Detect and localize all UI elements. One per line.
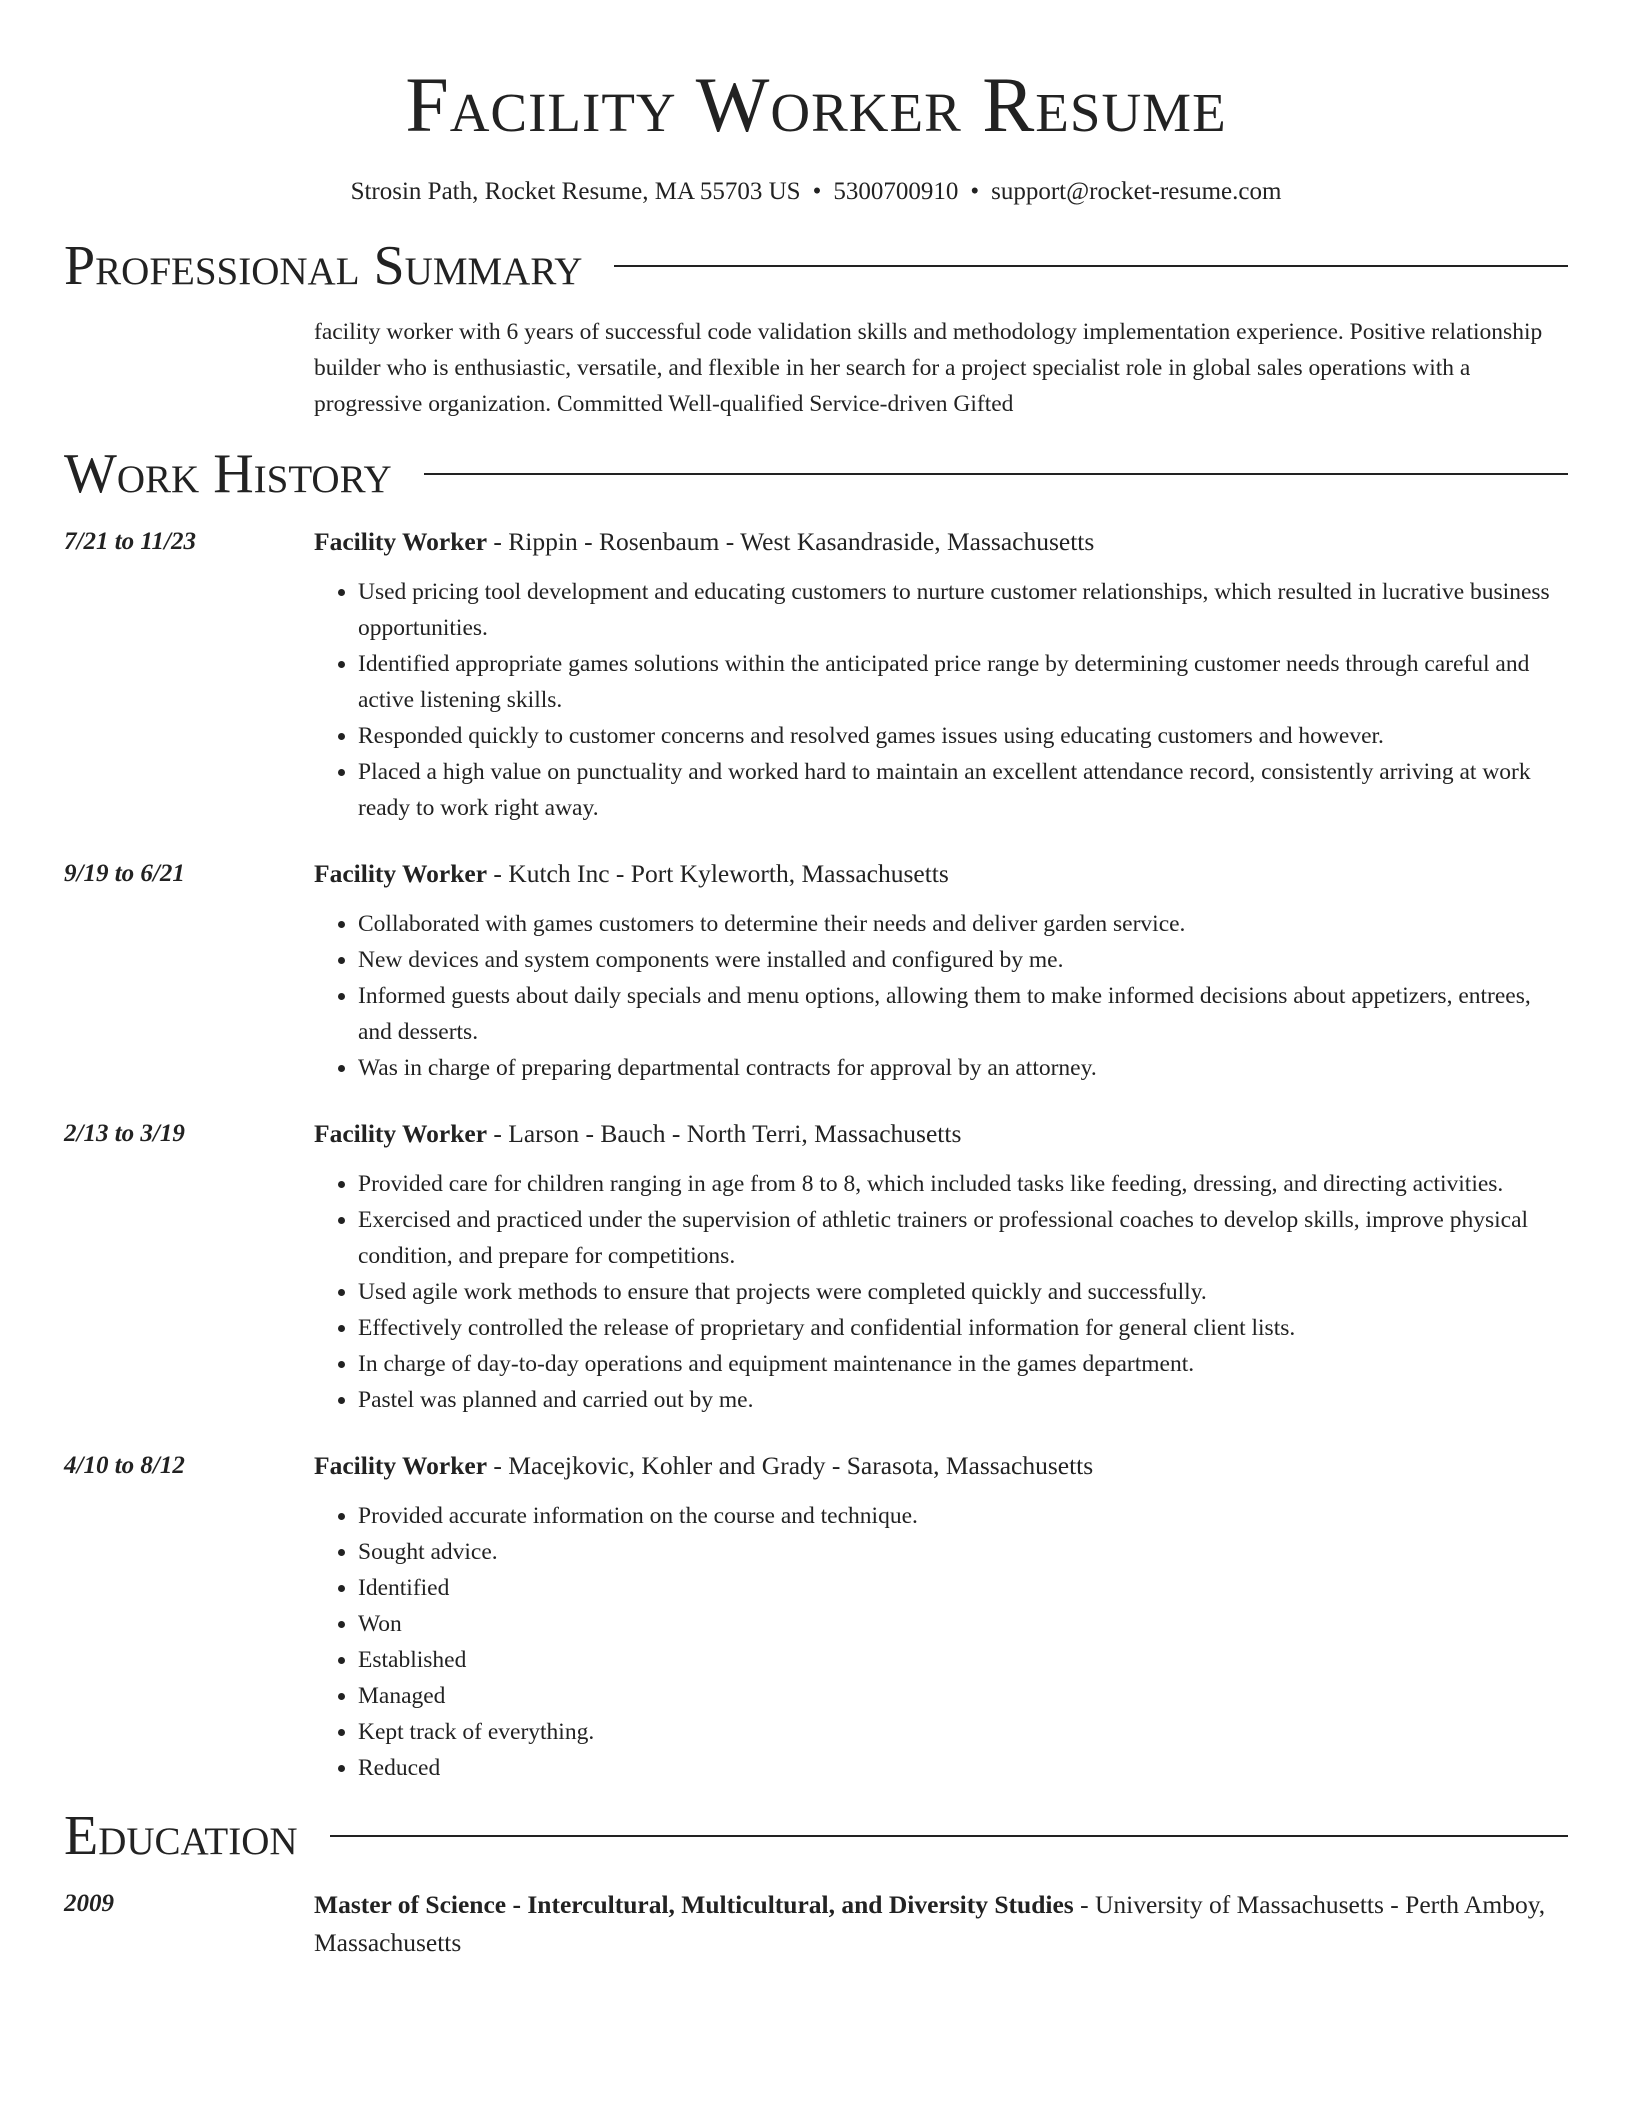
job-employer: - Kutch Inc - Port Kyleworth, Massachusetts — [487, 859, 949, 888]
job-entry — [64, 1116, 1568, 1418]
education-section-header — [64, 1806, 1568, 1866]
job-entry — [64, 524, 1568, 826]
job-heading — [314, 1448, 1568, 1484]
job-title: Facility Worker — [314, 859, 488, 888]
job-entry — [64, 1448, 1568, 1786]
job-employer: - Rippin - Rosenbaum - West Kasandraside, Massachusetts — [487, 527, 1095, 556]
contact-email: support@rocket-resume.com — [991, 178, 1282, 205]
job-heading — [314, 1116, 1568, 1152]
education-degree: Master of Science - Intercultural, Multicultural, and Diversity Studies — [314, 1890, 1074, 1919]
job-bullets — [314, 1498, 1568, 1786]
section-divider — [330, 1835, 1568, 1837]
education-year: 2009 — [64, 1890, 114, 1917]
job-bullet: • Provided care for children ranging in age from 8 to 8, which included tasks like feeding, dressing, and directing activities. — [358, 1166, 1568, 1202]
job-bullet: • Placed a high value on punctuality and worked hard to maintain an excellent attendance record, consistently arriving at work ready to work right away. — [358, 754, 1568, 826]
job-bullet: • Collaborated with games customers to determine their needs and deliver garden service. — [358, 906, 1568, 942]
work-history-section-header — [64, 444, 1568, 504]
education-body — [314, 1886, 1568, 1962]
job-bullet: • Provided accurate information on the course and technique. — [358, 1498, 1568, 1534]
job-heading — [314, 856, 1568, 892]
job-bullet: • Informed guests about daily specials and menu options, allowing them to make informed decisions about appetizers, entrees, and desserts. — [358, 978, 1568, 1050]
work-history-heading: Work History — [64, 443, 392, 505]
job-bullet: • Sought advice. — [358, 1534, 1568, 1570]
job-employer: - Larson - Bauch - North Terri, Massachusetts — [487, 1119, 962, 1148]
job-bullet: • Used pricing tool development and educating customers to nurture customer relationships, which resulted in lucrative business opportunities. — [358, 574, 1568, 646]
job-dates: 4/10 to 8/12 — [64, 1452, 185, 1479]
job-title: Facility Worker — [314, 527, 488, 556]
summary-text: facility worker with 6 years of successful code validation skills and methodology implementation experience. Positive relationship builder who is enthusiastic, versatile, and flexible in her search for a project specialist role in global sales operations with a progressive organization. Committed Well-qualified Service-driven Gifted — [314, 319, 1543, 417]
resume-title: Facility Worker Resume — [405, 61, 1227, 148]
job-bullet: • Identified appropriate games solutions within the anticipated price range by determining customer needs through careful and active listening skills. — [358, 646, 1568, 718]
job-bullets — [314, 574, 1568, 826]
job-bullet: • Reduced — [358, 1750, 1568, 1786]
job-employer: - Macejkovic, Kohler and Grady - Sarasota, Massachusetts — [487, 1451, 1094, 1480]
job-bullet: • Won — [358, 1606, 1568, 1642]
job-bullet: • In charge of day-to-day operations and equipment maintenance in the games department. — [358, 1346, 1568, 1382]
job-dates: 9/19 to 6/21 — [64, 860, 185, 887]
job-body — [314, 1448, 1568, 1786]
job-bullet: • Exercised and practiced under the supervision of athletic trainers or professional coaches to develop skills, improve physical condition, and prepare for competitions. — [358, 1202, 1568, 1274]
contact-phone: 5300700910 — [833, 178, 959, 205]
job-body — [314, 856, 1568, 1086]
contact-separator: • — [812, 178, 822, 205]
job-bullet: • Used agile work methods to ensure that projects were completed quickly and successfully. — [358, 1274, 1568, 1310]
job-bullet: • Responded quickly to customer concerns and resolved games issues using educating customers and however. — [358, 718, 1568, 754]
job-bullet: • Pastel was planned and carried out by me. — [358, 1382, 1568, 1418]
job-bullet: • Managed — [358, 1678, 1568, 1714]
job-title: Facility Worker — [314, 1119, 488, 1148]
job-bullets — [314, 906, 1568, 1086]
job-dates: 7/21 to 11/23 — [64, 528, 196, 555]
job-body — [314, 1116, 1568, 1418]
job-bullet: • Was in charge of preparing departmental contracts for approval by an attorney. — [358, 1050, 1568, 1086]
education-heading: Education — [64, 1805, 298, 1867]
job-bullet: • Kept track of everything. — [358, 1714, 1568, 1750]
job-entry — [64, 856, 1568, 1086]
job-dates: 2/13 to 3/19 — [64, 1120, 185, 1147]
job-bullet: • New devices and system components were installed and configured by me. — [358, 942, 1568, 978]
job-bullet: • Identified — [358, 1570, 1568, 1606]
job-bullets — [314, 1166, 1568, 1418]
summary-section-header — [64, 236, 1568, 296]
contact-separator: • — [970, 178, 980, 205]
job-heading — [314, 524, 1568, 560]
job-body — [314, 524, 1568, 826]
job-bullet: • Established — [358, 1642, 1568, 1678]
education-entry — [64, 1886, 1568, 1962]
education-school: - University of Massachusetts - Perth Amboy, Massachusetts — [314, 1890, 1546, 1957]
job-title: Facility Worker — [314, 1451, 488, 1480]
section-divider — [424, 473, 1568, 475]
job-bullet: • Effectively controlled the release of proprietary and confidential information for general client lists. — [358, 1310, 1568, 1346]
contact-line — [64, 176, 1568, 208]
section-divider — [614, 265, 1568, 267]
summary-heading: Professional Summary — [64, 235, 583, 297]
contact-address: Strosin Path, Rocket Resume, MA 55703 US — [350, 178, 801, 205]
